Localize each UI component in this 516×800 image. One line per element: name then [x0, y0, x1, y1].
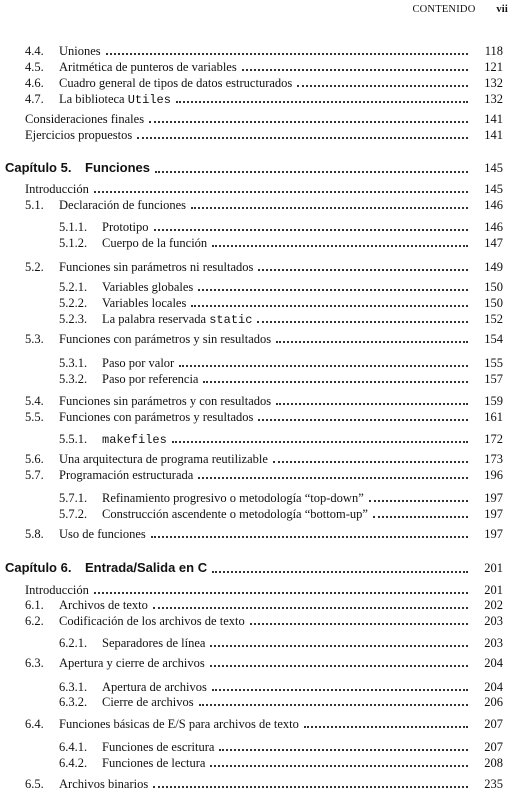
- page-ref: 203: [484, 636, 503, 650]
- dot-leader: [198, 477, 468, 479]
- page-ref: 118: [484, 44, 503, 58]
- section-number: 6.5.: [25, 777, 44, 791]
- section-number: 4.6.: [25, 76, 44, 90]
- page-ref: 207: [484, 740, 503, 754]
- toc-entry[interactable]: [0, 220, 516, 234]
- page-ref: 152: [484, 312, 503, 326]
- section-title: [102, 432, 167, 447]
- section-title-text: Funciones de escritura: [102, 740, 215, 754]
- dot-leader: [297, 85, 468, 87]
- dot-leader: [219, 749, 468, 751]
- section-title-text: Introducción: [25, 583, 89, 597]
- section-title-text: Archivos de texto: [59, 598, 148, 612]
- toc-entry[interactable]: [0, 756, 516, 770]
- section-title: [59, 717, 299, 731]
- dot-leader: [258, 419, 468, 421]
- section-number: 5.1.2.: [59, 236, 88, 250]
- toc-entry[interactable]: [0, 394, 516, 408]
- section-title-text: Cuadro general de tipos de datos estructurados: [59, 76, 293, 90]
- section-number: 5.7.2.: [59, 507, 88, 521]
- dot-leader: [203, 381, 468, 383]
- section-number: 6.3.1.: [59, 680, 88, 694]
- toc-entry[interactable]: [0, 695, 516, 709]
- page-ref: 235: [484, 777, 503, 791]
- section-number: 6.2.1.: [59, 636, 88, 650]
- section-title-text: Construcción ascendente o metodología “bottom-up”: [102, 507, 368, 521]
- section-title: [59, 452, 268, 466]
- section-title-text: Funciones sin parámetros y con resultados: [59, 394, 272, 408]
- section-title-text: Funciones con parámetros y resultados: [59, 410, 254, 424]
- section-title-text: Paso por referencia: [102, 372, 199, 386]
- section-title-text: Apertura de archivos: [102, 680, 207, 694]
- section-number: 6.4.: [25, 717, 44, 731]
- dot-leader: [106, 53, 468, 55]
- dot-leader: [258, 269, 468, 271]
- toc-entry[interactable]: [0, 507, 516, 521]
- dot-leader: [94, 592, 468, 594]
- section-number: 5.3.2.: [59, 372, 88, 386]
- section-title-text: La biblioteca: [59, 92, 125, 106]
- section-title-text: Funciones sin parámetros ni resultados: [59, 260, 254, 274]
- page-ref: 150: [484, 296, 503, 310]
- section-title: [102, 296, 186, 310]
- toc-entry[interactable]: [0, 312, 516, 326]
- section-title-text: Funciones de lectura: [102, 756, 206, 770]
- toc-chapter-heading[interactable]: [0, 560, 516, 576]
- section-number: 5.3.1.: [59, 356, 88, 370]
- code-term: Utiles: [127, 93, 171, 107]
- chapter-number: Capítulo 5.: [5, 160, 72, 175]
- section-title: [102, 756, 205, 770]
- section-title-text: Cuerpo de la función: [102, 236, 208, 250]
- running-header: [412, 4, 508, 15]
- toc-entry[interactable]: [0, 410, 516, 424]
- dot-leader: [149, 121, 468, 123]
- section-number: 5.2.3.: [59, 312, 88, 326]
- page-ref: 161: [484, 410, 503, 424]
- section-title: [59, 394, 271, 408]
- section-title-text: Funciones con parámetros y sin resultados: [59, 332, 272, 346]
- section-title: [59, 468, 193, 482]
- section-number: 5.7.: [25, 468, 44, 482]
- page-ref: 146: [484, 220, 503, 234]
- page-ref: 154: [484, 332, 503, 346]
- section-number: 6.4.1.: [59, 740, 88, 754]
- section-title-text: Consideraciones finales: [25, 112, 145, 126]
- page-ref: 172: [484, 432, 503, 446]
- section-title: [59, 598, 148, 612]
- section-title-text: Variables locales: [102, 296, 187, 310]
- code-term: makefiles: [102, 433, 167, 447]
- page-ref: 145: [484, 182, 503, 196]
- page-ref: 207: [484, 717, 503, 731]
- section-number: 6.3.2.: [59, 695, 88, 709]
- toc-entry[interactable]: [0, 128, 516, 142]
- section-number: 6.4.2.: [59, 756, 88, 770]
- page-ref: 202: [484, 598, 503, 612]
- section-number: 5.5.: [25, 410, 44, 424]
- toc-entry[interactable]: [0, 740, 516, 754]
- dot-leader: [176, 101, 468, 103]
- dot-leader: [210, 645, 468, 647]
- dot-leader: [199, 704, 468, 706]
- toc-entry[interactable]: [0, 491, 516, 505]
- section-title-text: Refinamiento progresivo o metodología “top-down”: [102, 491, 364, 505]
- section-title: [102, 236, 207, 250]
- page-ref: 155: [484, 356, 503, 370]
- page-ref: 204: [484, 680, 503, 694]
- toc-entry[interactable]: [0, 76, 516, 90]
- page-ref: 147: [484, 236, 503, 250]
- toc-entry[interactable]: [0, 236, 516, 250]
- section-title-text: Funciones básicas de E/S para archivos de texto: [59, 717, 299, 731]
- dot-leader: [154, 229, 468, 231]
- section-title: [102, 372, 198, 386]
- section-title: [102, 740, 214, 754]
- page-ref: 121: [484, 60, 503, 74]
- section-number: 5.2.2.: [59, 296, 88, 310]
- section-title-text: Uso de funciones: [59, 527, 146, 541]
- toc-entry[interactable]: [0, 680, 516, 694]
- section-title: [102, 312, 252, 327]
- dot-leader: [155, 171, 468, 173]
- section-title: [25, 128, 132, 142]
- section-number: 6.1.: [25, 598, 44, 612]
- section-number: 5.5.1.: [59, 432, 88, 446]
- section-number: 4.4.: [25, 44, 44, 58]
- section-number: 5.2.: [25, 260, 44, 274]
- running-header-title: CONTENIDO: [412, 4, 476, 15]
- page-ref: 197: [484, 491, 503, 505]
- section-title-text: Paso por valor: [102, 356, 175, 370]
- page-ref: 141: [484, 128, 503, 142]
- section-title: [102, 220, 149, 234]
- dot-leader: [304, 726, 468, 728]
- toc-entry[interactable]: [0, 182, 516, 196]
- section-title-text: Una arquitectura de programa reutilizable: [59, 452, 268, 466]
- page-ref: 132: [484, 76, 503, 90]
- toc-entry[interactable]: [0, 92, 516, 106]
- section-number: 5.2.1.: [59, 280, 88, 294]
- page-ref: 204: [484, 656, 503, 670]
- toc-entry[interactable]: [0, 527, 516, 541]
- dot-leader: [191, 305, 468, 307]
- toc-entry[interactable]: [0, 296, 516, 310]
- toc-entry[interactable]: [0, 372, 516, 386]
- section-title: [59, 198, 186, 212]
- dot-leader: [210, 665, 468, 667]
- section-title: [59, 44, 101, 58]
- section-number: 5.1.: [25, 198, 44, 212]
- section-title: [102, 680, 207, 694]
- chapter-title: Funciones: [85, 160, 151, 175]
- section-title: [59, 527, 146, 541]
- dot-leader: [172, 441, 468, 443]
- section-title: [59, 332, 271, 346]
- dot-leader: [212, 689, 468, 691]
- section-number: 6.3.: [25, 656, 44, 670]
- dot-leader: [273, 461, 468, 463]
- section-title: [59, 60, 237, 74]
- dot-leader: [198, 289, 468, 291]
- chapter-number: Capítulo 6.: [5, 560, 72, 575]
- section-title-text: Archivos binarios: [59, 777, 149, 791]
- section-title-text: Variables globales: [102, 280, 194, 294]
- section-title: [102, 356, 174, 370]
- section-title: [25, 112, 144, 126]
- toc-entry[interactable]: [0, 260, 516, 274]
- dot-leader: [151, 536, 468, 538]
- section-title: [25, 182, 89, 196]
- section-number: 5.7.1.: [59, 491, 88, 505]
- dot-leader: [242, 69, 468, 71]
- toc-chapter-heading[interactable]: [0, 160, 516, 176]
- section-title: [59, 410, 253, 424]
- dot-leader: [257, 321, 468, 323]
- dot-leader: [153, 786, 468, 788]
- section-title: [102, 636, 205, 650]
- dot-leader: [210, 765, 468, 767]
- page-ref: 201: [484, 561, 503, 575]
- toc-entry[interactable]: [0, 777, 516, 791]
- page-ref: 203: [484, 614, 503, 628]
- page-ref: 173: [484, 452, 503, 466]
- section-title-text: Programación estructurada: [59, 468, 194, 482]
- page-ref: 197: [484, 527, 503, 541]
- section-title-text: Prototipo: [102, 220, 149, 234]
- section-title-text: Separadores de línea: [102, 636, 206, 650]
- section-number: 5.6.: [25, 452, 44, 466]
- dot-leader: [191, 207, 468, 209]
- section-title-text: Cierre de archivos: [102, 695, 194, 709]
- toc-entry[interactable]: [0, 452, 516, 466]
- section-title: [59, 260, 253, 274]
- section-title-text: Declaración de funciones: [59, 198, 187, 212]
- section-title-text: Ejercicios propuestos: [25, 128, 133, 142]
- toc-entry[interactable]: [0, 583, 516, 597]
- dot-leader: [212, 245, 468, 247]
- toc-entry[interactable]: [0, 356, 516, 370]
- chapter-title: Entrada/Salida en C: [85, 560, 208, 575]
- toc-entry[interactable]: [0, 60, 516, 74]
- page-ref: 132: [484, 92, 503, 106]
- page-ref: 208: [484, 756, 503, 770]
- dot-leader: [276, 403, 468, 405]
- page-ref: 149: [484, 260, 503, 274]
- section-number: 5.8.: [25, 527, 44, 541]
- page-ref: 150: [484, 280, 503, 294]
- page-ref: 196: [484, 468, 503, 482]
- toc-entry[interactable]: [0, 332, 516, 346]
- page-ref: 141: [484, 112, 503, 126]
- section-title: [25, 583, 89, 597]
- dot-leader: [179, 365, 468, 367]
- section-title: [59, 777, 148, 791]
- section-title: [59, 614, 245, 628]
- page-ref: 145: [484, 161, 503, 175]
- toc-entry[interactable]: [0, 636, 516, 650]
- page-ref: 197: [484, 507, 503, 521]
- section-title: [102, 507, 368, 521]
- section-number: 5.1.1.: [59, 220, 88, 234]
- section-title: [102, 280, 193, 294]
- dot-leader: [276, 341, 468, 343]
- section-title: [102, 491, 364, 505]
- dot-leader: [153, 607, 468, 609]
- section-title: [59, 92, 171, 107]
- section-title-text: Apertura y cierre de archivos: [59, 656, 205, 670]
- toc-entry[interactable]: [0, 112, 516, 126]
- dot-leader: [94, 191, 468, 193]
- page-ref: 159: [484, 394, 503, 408]
- dot-leader: [250, 623, 468, 625]
- section-number: 5.3.: [25, 332, 44, 346]
- toc-entry[interactable]: [0, 656, 516, 670]
- page-ref: 157: [484, 372, 503, 386]
- section-title: [59, 656, 205, 670]
- section-number: 6.2.: [25, 614, 44, 628]
- toc-entry[interactable]: [0, 614, 516, 628]
- section-title: [102, 695, 194, 709]
- section-title-text: Codificación de los archivos de texto: [59, 614, 245, 628]
- toc-entry[interactable]: [0, 717, 516, 731]
- page-ref: 206: [484, 695, 503, 709]
- toc-entry[interactable]: [0, 468, 516, 482]
- page-ref: 201: [484, 583, 503, 597]
- page-ref: 146: [484, 198, 503, 212]
- page-number: vii: [496, 4, 508, 15]
- code-term: static: [209, 313, 253, 327]
- toc-entry[interactable]: [0, 432, 516, 446]
- toc-entry[interactable]: [0, 598, 516, 612]
- dot-leader: [212, 571, 468, 573]
- section-number: 5.4.: [25, 394, 44, 408]
- dot-leader: [373, 516, 468, 518]
- dot-leader: [137, 137, 468, 139]
- dot-leader: [369, 500, 468, 502]
- toc-entry[interactable]: [0, 280, 516, 294]
- section-number: 4.7.: [25, 92, 44, 106]
- section-title-text: Aritmética de punteros de variables: [59, 60, 237, 74]
- section-title-text: La palabra reservada: [102, 312, 207, 326]
- toc-entry[interactable]: [0, 44, 516, 58]
- section-title-text: Uniones: [59, 44, 101, 58]
- toc-entry[interactable]: [0, 198, 516, 212]
- section-title: [59, 76, 292, 90]
- section-title-text: Introducción: [25, 182, 89, 196]
- section-number: 4.5.: [25, 60, 44, 74]
